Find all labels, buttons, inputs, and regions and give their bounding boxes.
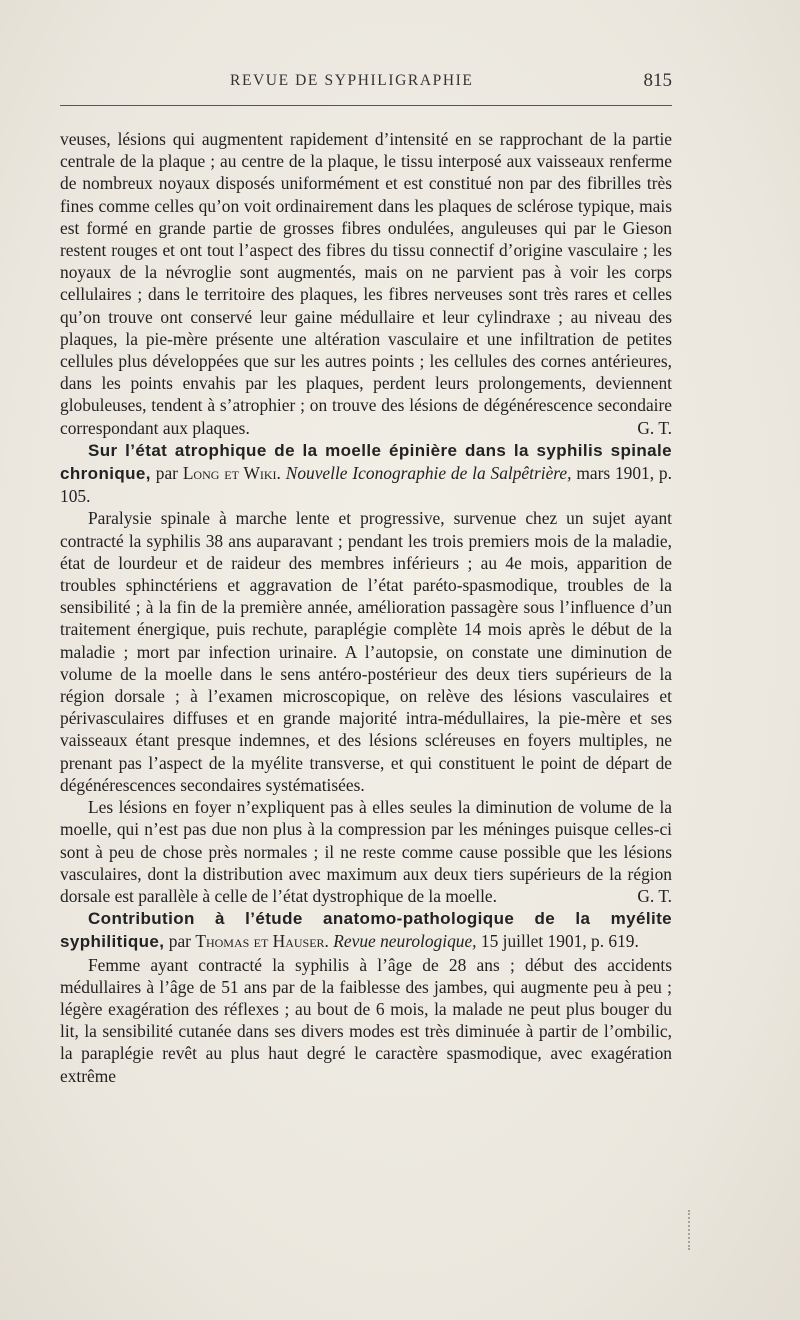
- article-title: Sur l’état atrophique de la moelle épinière dans la syphilis spinale chronique,: [60, 440, 672, 484]
- paragraph-text: veuses, lésions qui augmentent rapidement d’intensité en se rapprochant de la partie centrale de la plaque ; au centre de la plaque, le tissu interposé aux vaisseaux renferme de nombreux noyaux disposés uniformément et est constitué non par des fibrilles très fines comme celles qu’on voit ordinairement dans les plaques de sclérose typique, mais est formé en grande partie de grosses fibres ondulées, anguleuses qui par le Gieson restent rouges et ont tout l’aspect des fibres du tissu connectif d’origine vasculaire ; les noyaux de la névroglie sont augmentés, mais on ne parvient pas à voir les corps cellulaires ; dans le territoire des plaques, les fibres nerveuses sont très rares et celles qu’on trouve ont conservé leur gaine médullaire et leur cylindraxe ; au niveau des plaques, la pie-mère présente une altération vasculaire et une infiltration de petites cellules plus développées que sur les autres points ; les cellules des cornes antérieures, dans les points envahis par les plaques, perdent leurs prolongements, deviennent globuleuses, tendent à s’atrophier ; on trouve des lésions de dégénérescence secondaire correspondant aux plaques.: [60, 129, 672, 438]
- margin-mark: [688, 1210, 696, 1250]
- running-title: REVUE DE SYPHILIGRAPHIE: [230, 72, 474, 89]
- article-authors: Long et Wiki.: [182, 463, 281, 484]
- paragraph-text: Les lésions en foyer n’expliquent pas à elles seules la diminution de volume de la moelle, qui n’est pas due non plus à la compression par les méninges puisque celles-ci sont à peu de chose près normales ; il ne reste comme cause possible que les lésions vasculaires, dont la distribution avec maximum aux deux tiers supérieurs de la région dorsale est parallèle à celle de l’état dystrophique de la moelle.: [60, 797, 672, 906]
- by-word: par: [168, 931, 191, 952]
- journal-name: Nouvelle Iconographie de la Salpêtrière,: [285, 463, 572, 484]
- journal-name: Revue neurologique,: [333, 931, 477, 952]
- journal-reference: 15 juillet 1901, p. 619.: [480, 931, 639, 952]
- running-head: [60, 72, 672, 96]
- article-authors: Thomas et Hauser.: [195, 931, 329, 952]
- paragraph: Femme ayant contracté la syphilis à l’âge de 28 ans ; début des accidents médullaires à l’âge de 51 ans par de la faiblesse des jambes, qui augmente peu à peu ; légère exagération des réflexes ; au bout de 6 mois, la malade ne peut plus bouger du lit, la sensibilité cutanée dans ses divers modes est très diminuée à partir de l’ombilic, la paraplégie revêt au plus haut degré le caractère spasmodique, avec exagération extrême: [60, 954, 672, 1086]
- signature: G. T.: [637, 417, 672, 438]
- page-body: [60, 128, 672, 1087]
- page-number: 815: [643, 70, 672, 91]
- paragraph-continuation: [60, 128, 672, 439]
- paragraph: [60, 796, 672, 907]
- article-heading-1: [60, 439, 672, 508]
- header-rule: [60, 105, 672, 106]
- signature: G. T.: [637, 885, 672, 906]
- journal-reference: mars 1901, p. 105.: [60, 463, 672, 507]
- paragraph: Paralysie spinale à marche lente et progressive, survenue chez un sujet ayant contracté la syphilis 38 ans auparavant ; pendant les trois premiers mois de la maladie, état de lourdeur et de raideur des membres inférieurs ; au 4e mois, apparition de troubles sphinctériens et aggravation de l’état paréto-spasmodique, troubles de la sensibilité ; à la fin de la première année, amélioration passagère sous l’influence d’un traitement énergique, puis rechute, paraplégie complète 14 mois après le début de la maladie ; mort par infection urinaire. A l’autopsie, on constate une diminution de volume de la moelle dans le sens antéro-postérieur des deux tiers supérieurs de la région dorsale ; à l’examen microscopique, on relève des lésions vasculaires et périvasculaires diffuses et en grande majorité intra-médullaires, la pie-mère et ses vaisseaux étant presque indemnes, et des lésions scléreuses en foyers multiples, ne prenant pas l’aspect de la myélite transverse, et qui constituent le point de départ de dégénérescences secondaires systématisées.: [60, 508, 672, 795]
- article-title: Contribution à l’étude anatomo-pathologique de la myélite syphilitique,: [60, 909, 672, 952]
- by-word: par: [155, 463, 178, 484]
- article-heading-2: [60, 907, 672, 953]
